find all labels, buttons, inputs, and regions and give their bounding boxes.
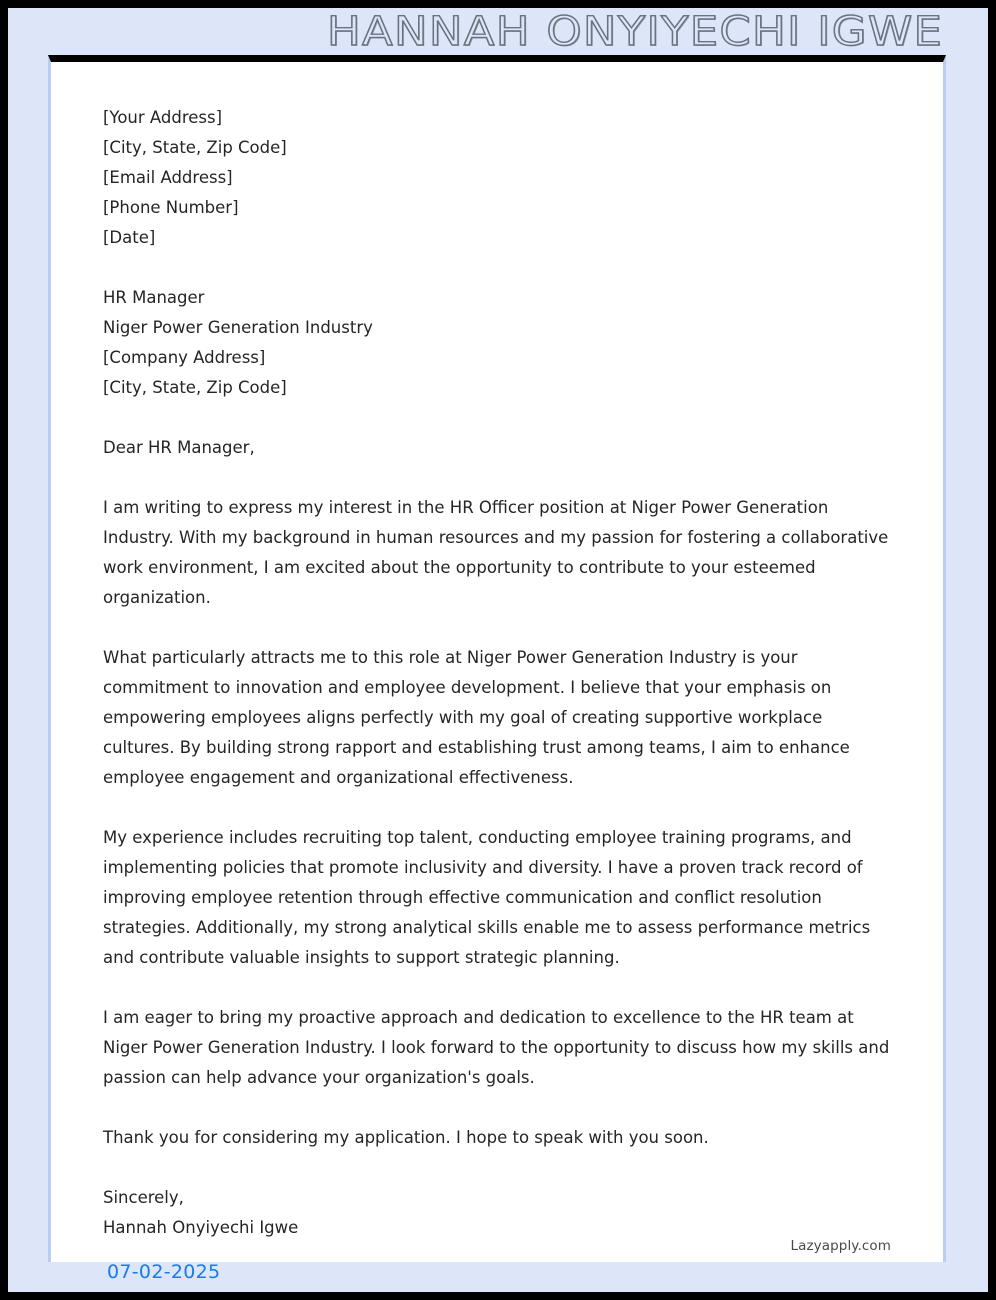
- closing-salutation: Sincerely,: [103, 1188, 184, 1207]
- sender-line: [Your Address]: [103, 108, 223, 127]
- letter-paragraph: I am writing to express my interest in the HR Officer position at Niger Power Generation Industry. With my background in human resources and my passion for fostering a collaborative work environment, I am excited about the opportunity to contribute to your esteemed organization.: [103, 498, 889, 607]
- recipient-line: Niger Power Generation Industry: [103, 318, 373, 337]
- sender-line: [Date]: [103, 228, 156, 247]
- recipient-address-block: [103, 283, 893, 403]
- salutation: Dear HR Manager,: [103, 438, 255, 457]
- recipient-line: [Company Address]: [103, 348, 266, 367]
- brand-watermark: Lazyapply.com: [790, 1238, 891, 1254]
- sender-line: [Phone Number]: [103, 198, 239, 217]
- document-header: [8, 8, 988, 55]
- cover-letter-content: [103, 103, 893, 1243]
- sender-line: [City, State, Zip Code]: [103, 138, 287, 157]
- letter-paragraph: I am eager to bring my proactive approach and dedication to excellence to the HR team at Niger Power Generation Industry. I look forward to the opportunity to discuss how my skills and passion can help advance your organization's goals.: [103, 1008, 890, 1087]
- document-canvas: [8, 8, 988, 1292]
- candidate-name-heading: HANNAH ONYIYECHI IGWE: [326, 8, 943, 55]
- letter-paragraph: What particularly attracts me to this role at Niger Power Generation Industry is your commitment to innovation and employee development. I believe that your emphasis on empowering employees aligns perfectly with my goal of creating supportive workplace cultures. By building strong rapport and establishing trust among teams, I aim to enhance employee engagement and organizational effectiveness.: [103, 648, 850, 787]
- letter-page: [48, 55, 946, 1262]
- letter-body: [51, 62, 943, 1262]
- signature-name: Hannah Onyiyechi Igwe: [103, 1218, 299, 1237]
- recipient-line: HR Manager: [103, 288, 205, 307]
- document-date: 07-02-2025: [107, 1261, 221, 1283]
- letter-paragraph: My experience includes recruiting top talent, conducting employee training programs, and implementing policies that promote inclusivity and diversity. I have a proven track record of improving employee retention through effective communication and conflict resolution strategies. Additionally, my strong analytical skills enable me to assess performance metrics and contribute valuable insights to support strategic planning.: [103, 828, 871, 967]
- sender-line: [Email Address]: [103, 168, 233, 187]
- closing-block: [103, 1183, 893, 1243]
- letter-paragraph: Thank you for considering my application. I hope to speak with you soon.: [103, 1128, 709, 1147]
- sender-address-block: [103, 103, 893, 253]
- recipient-line: [City, State, Zip Code]: [103, 378, 287, 397]
